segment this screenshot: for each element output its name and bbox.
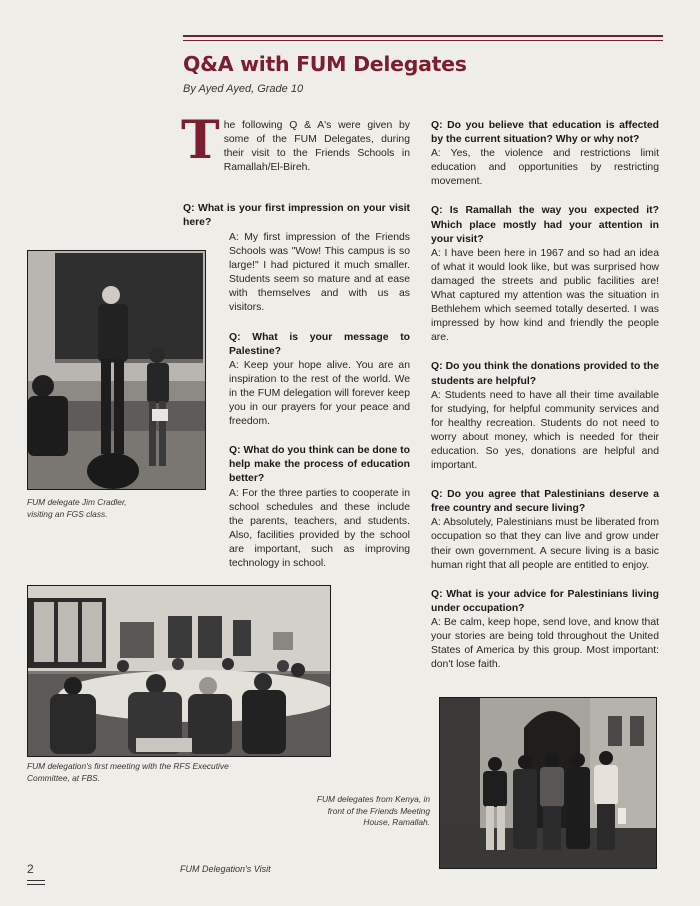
qa-item-first-impression-question <box>183 202 410 230</box>
answer: A: Students need to have all their time available for studying, for helpful community services and for healthy recreation. Students do not need to worry about money, which is needed for their education. So yes, donations are helpful and important. <box>431 389 659 472</box>
caption-photo-kenya: FUM delegates from Kenya, in front of the Friends Meeting House, Ramallah. <box>316 794 430 827</box>
question: Q: Do you agree that Palestinians deserve a free country and secure living? <box>431 489 659 515</box>
footer-rule-1 <box>27 880 45 881</box>
photo-kenya-delegates <box>439 697 657 869</box>
photo-classroom-visit <box>27 250 206 490</box>
answer: A: For the three parties to cooperate in school schedules and these include the parents, teachers, and students. Also, facilities provided by the school are important, such as improving technology in school. <box>229 487 410 569</box>
question: Q: Do you believe that education is affected by the current situation? Why or why not? <box>431 120 659 146</box>
drop-cap: T <box>181 110 220 171</box>
answer: A: Absolutely, Palestinians must be liberated from occupation so that they can live and grow under their own government. A secure living is a basic human right that all people are entitled to enjoy. <box>431 517 659 571</box>
answer: A: My first impression of the Friends Schools was "Wow! This campus is so large!" I had pictured it much smaller. Students seem so mature and at ease with themselves and with us as visitors. <box>229 232 410 314</box>
intro-text: he following Q & A's were given by some of the FUM Delegates, during their visit to the Friends Schools in Ramallah/El-Bireh. <box>223 120 410 174</box>
article-byline: By Ayed Ayed, Grade 10 <box>183 83 304 95</box>
article-title: Q&A with FUM Delegates <box>183 52 467 76</box>
right-column <box>431 119 659 681</box>
footer-section-title: FUM Delegation's Visit <box>180 864 271 874</box>
caption-photo-meeting: FUM delegation's first meeting with the RFS Executive Committee, at FBS. <box>27 761 229 783</box>
question: Q: What do you think can be done to help make the process of education better? <box>229 445 410 485</box>
question: Q: What is your advice for Palestinians living under occupation? <box>431 588 659 614</box>
answer: A: Be calm, keep hope, send love, and know that your stories are being told throughout the United States of America by this group. Most important: don't lose faith. <box>431 616 659 671</box>
photo-committee-meeting-image <box>28 586 330 756</box>
question: Q: Do you think the donations provided to the students are helpful? <box>431 361 659 387</box>
page-number: 2 <box>27 862 34 876</box>
answer: A: Keep your hope alive. You are an inspiration to the rest of the world. We in the FUM delegation will forever keep you in our prayers for your peace and freedom. <box>229 359 410 428</box>
question: Q: What is your first impression on your visit here? <box>183 203 410 229</box>
question: Q: What is your message to Palestine? <box>229 331 410 357</box>
photo-classroom-visit-image <box>28 251 205 489</box>
header-rule-top <box>183 35 663 37</box>
answer: A: Yes, the violence and restrictions limit education and opportunities by restricting movement. <box>431 148 659 188</box>
footer-rule-2 <box>27 884 45 885</box>
header-rule-bottom <box>183 40 663 41</box>
caption-photo-classroom: FUM delegate Jim Cradler, visiting an FGS class. <box>27 497 127 519</box>
question: Q: Is Ramallah the way you expected it? Which place mostly had your attention in your visit? <box>431 205 659 245</box>
middle-column <box>229 231 410 580</box>
answer: A: I have been here in 1967 and so had an idea of what it would look like, but was surprised how damaged the streets and public facilities are! What captured my attention was the situation in Bethlehem which seemed totally deserted. I was impressed by how kind and friendly the people are. <box>431 247 659 344</box>
intro-paragraph <box>181 110 410 175</box>
photo-kenya-delegates-image <box>440 698 656 868</box>
photo-committee-meeting <box>27 585 331 757</box>
